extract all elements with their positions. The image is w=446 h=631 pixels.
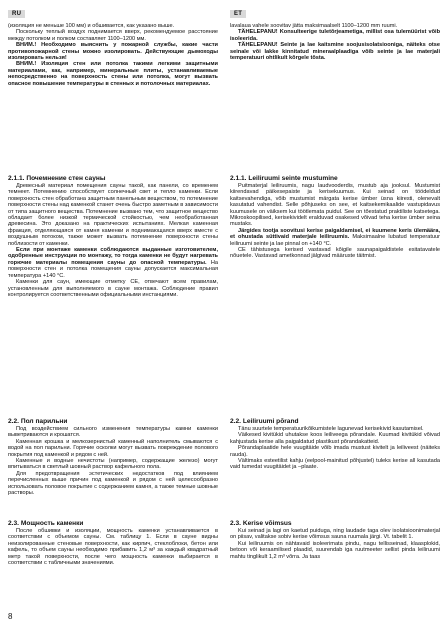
language-tag-et: ET: [230, 10, 246, 18]
section-title: 2.1.1. Почемнение стен сауны: [8, 175, 106, 182]
section-title: 2.2. Leiliruumi põrand: [230, 418, 299, 425]
section-bold-text: Если при монтаже каменки соблюдаются выданные изготовителем, одобренные инструкции по монтажу, то тогда каменки не будут нагревать горючие материалы помещения сауны до опасной температуры.: [8, 247, 218, 266]
section-paragraph: Väikesed kivitükid uhutakse koos leiliveega põrandale. Kuumad kivitükid võivad kahjustada kerise alla paigaldatud plastikust põrandakatteid.: [230, 432, 440, 445]
warning-insulation: ВНИМ.! Изоляция стен или потолка такими легкими защитными материалами, как, например, минеральные плиты, устанавливаемые непосредственно на поверхность стены или потолка, могут вызвать опасное повышение температуры в стенных и потолочных материалах.: [8, 61, 218, 87]
section-text: На поверхности стен и потолка помещения сауны допускается максимальная температура +140 °C.: [8, 259, 218, 279]
section-bold-text: Järgides tootja soovitusi kerise paigaldamisel, ei kuumene keris ülemäära, et ohustada süttivaid materjale leiliruumis.: [230, 227, 440, 241]
section-title: 2.2. Пол парильни: [8, 418, 68, 425]
warning-fire-service: TÄHELEPANU! Konsulteerige tuletõrjeametiga, millist osa tulemüürist võib isoleerida.: [230, 29, 440, 42]
intro-paragraph-1: (изоляция не меньше 100 мм) и обшивается, как указано выше.: [8, 23, 175, 29]
section-paragraph: После обшивки и изоляции, мощность каменки устанавливается в соответствии с объемом сауны. См. таблицу 1. Если в сауне видны неизолированные стеновые поверхности, как кирпич, стеклоблоки, бетон или кафель, то объем сауны необходимо прибавить 1,2 м³ за каждый квадратный метр такой поверхности, после чего мощность каменки выбирается в соответствии с табличными значениями.: [8, 528, 218, 567]
warning-fire-service: ВНИМ.! Необходимо выяснить у пожарной службы, какие части противопожарной стены можно изолировать. Действующие дымоходы изолировать нельзя!: [8, 42, 218, 62]
section-paragraph: Каменки для саун, имеющие отметку CE, отвечают всем правилам, установленным для выполняемого в сауне монтажа. Соблюдение правил контролируется соответственными официальными инстанциями.: [8, 279, 218, 298]
section-heater-power: [230, 520, 440, 560]
intro-block: [8, 23, 218, 87]
section-paragraph: Kui seinad ja lagi on kaetud puiduga, ning laudade taga olev isolatsioonimaterjal on piisav, valitakse sobiv kerise võimsus sauna ruumala järgi. Vt. tabelit 1.: [230, 528, 440, 541]
intro-paragraph-1: lavalaua vahele soovitav jätta maksimaalselt 1100–1200 mm ruumi.: [230, 23, 398, 29]
page-number: 8: [8, 612, 13, 621]
section-paragraph: Põrandaplaatide hele vuugitäide võib imada mustust kivitelt ja leiliveest (näiteks rauda).: [230, 445, 440, 458]
section-wall-darkening: [8, 175, 218, 298]
section-paragraph: Каменные и водные нечистоты (например, содержащие железо) могут впитываться в светлый шовный раствор кафельного пола.: [8, 458, 218, 471]
section-paragraph: Tänu suurtele temperatuurikõikumistele lagunevad kerisekivid kasutamisel.: [238, 426, 424, 432]
section-title: 2.1.1. Leiliruumi seinte mustumine: [230, 175, 338, 182]
section-paragraph: Для предотвращения эстетических недостатков под влиянием перечисленных выше причин под каменкой и рядом с ней целесообразно использовать половое покрытие с содержанием камня, а также темные шовные растворы.: [8, 470, 218, 497]
section-title: 2.3. Kerise võimsus: [230, 520, 292, 527]
section-text: Maksimaalne lubatud temperatuur leiliruumi seinte ja lae pinnal on +140 °C.: [230, 234, 440, 247]
section-floor: [8, 418, 218, 496]
section-paragraph: Puitmaterjal leiliruumis, nagu laudvooderdis, mustub aja jooksul. Mustumist kiirendavad päikesepaiste ja kerisekuumus. Kui seinad on töödeldud kaitsevahendiga, võib mustumist märgata kerise ümber üsna kiiresti, olenevalt kasutatud vahendist. Selle põhjuseks on see, et kaitsekemikaalide vastupidavus kuumusele on väiksem kui töötlemata puidul. See on tõestatud praktiliste katsetega. Mikroskoopilised, kerisekividelt eralduvad osakesed võivad teha kerise ümber seina mustaks.: [230, 183, 440, 228]
section-paragraph: CE tähistusega kerised vastavad kõigile saunapaigaldistele esitatavatele nõuetele. Vastavad ametkonnad jälgivad määruste täitmist.: [230, 247, 440, 260]
section-paragraph: Под воздействием сильного изменения температуры камни каменки выветриваются и крошатся.: [8, 426, 218, 439]
language-tag-ru: RU: [8, 10, 25, 18]
section-paragraph: Древесный материал помещения сауны такой, как панели, со временем темнеет. Потемнению способствует солнечный свет и тепло каменки. Если поверхность стен обработана защитным панельным веществом, то потемнение поверхности стены над каменкой станет очень быстро заметным в зависимости от типа защитного вещества. Потемнение вызвано тем, что защитное вещество обладает более низкой термической стойкостью, чем необработанная древесина. Это доказано на практических испытаниях. Мелкая каменная фракция, отделяющаяся от камня каменки и поднимающаяся вверх вместе с воздушным потоком, также может вызвать потемнение поверхности стены поблизости от каменки.: [8, 183, 218, 247]
section-heater-power: [8, 520, 218, 566]
intro-paragraph-2: Поскольку теплый воздух поднимается вверх, рекомендуемое расстояние между потолком и полком составляет 1100–1200 мм.: [8, 29, 218, 42]
section-paragraph: Vältimaks esteetilist kahju (eelpool-mainitud põhjustel) tuleks kerise all kasutada vaid tumedat vuugitäidet ja –plaate.: [230, 458, 440, 471]
section-paragraph: Каменная крошка и мелкозернистый каменный наполнитель смываются с водой на пол парильни. Горячие осколки могут вызвать повреждение полового покрытия под каменкой и рядом с ней.: [8, 438, 218, 458]
section-floor: [230, 418, 440, 471]
section-paragraph: Kui leiliruumis on nähtavaid isoleerimata pindu, nagu tellisseinad, klaasplokid, betoon või keraamilised plaadid, suurendab iga ruutmeeter sellist pinda leiliruumi mahtu tinglikult 1,2 m³ võrra. Ja taas: [230, 540, 440, 560]
intro-block: [230, 23, 440, 61]
section-title: 2.3. Мощность каменки: [8, 520, 84, 527]
warning-insulation: TÄHELEPANU! Seinte ja lae kaitsmine soojusisolatsiooniga, näiteks otse seinale või lakke kinnitatud mineraalplaadiga võib seinte ja lae materjali temperatuuri ohtlikult kõrgele tõsta.: [230, 42, 440, 62]
section-wall-darkening: [230, 175, 440, 260]
